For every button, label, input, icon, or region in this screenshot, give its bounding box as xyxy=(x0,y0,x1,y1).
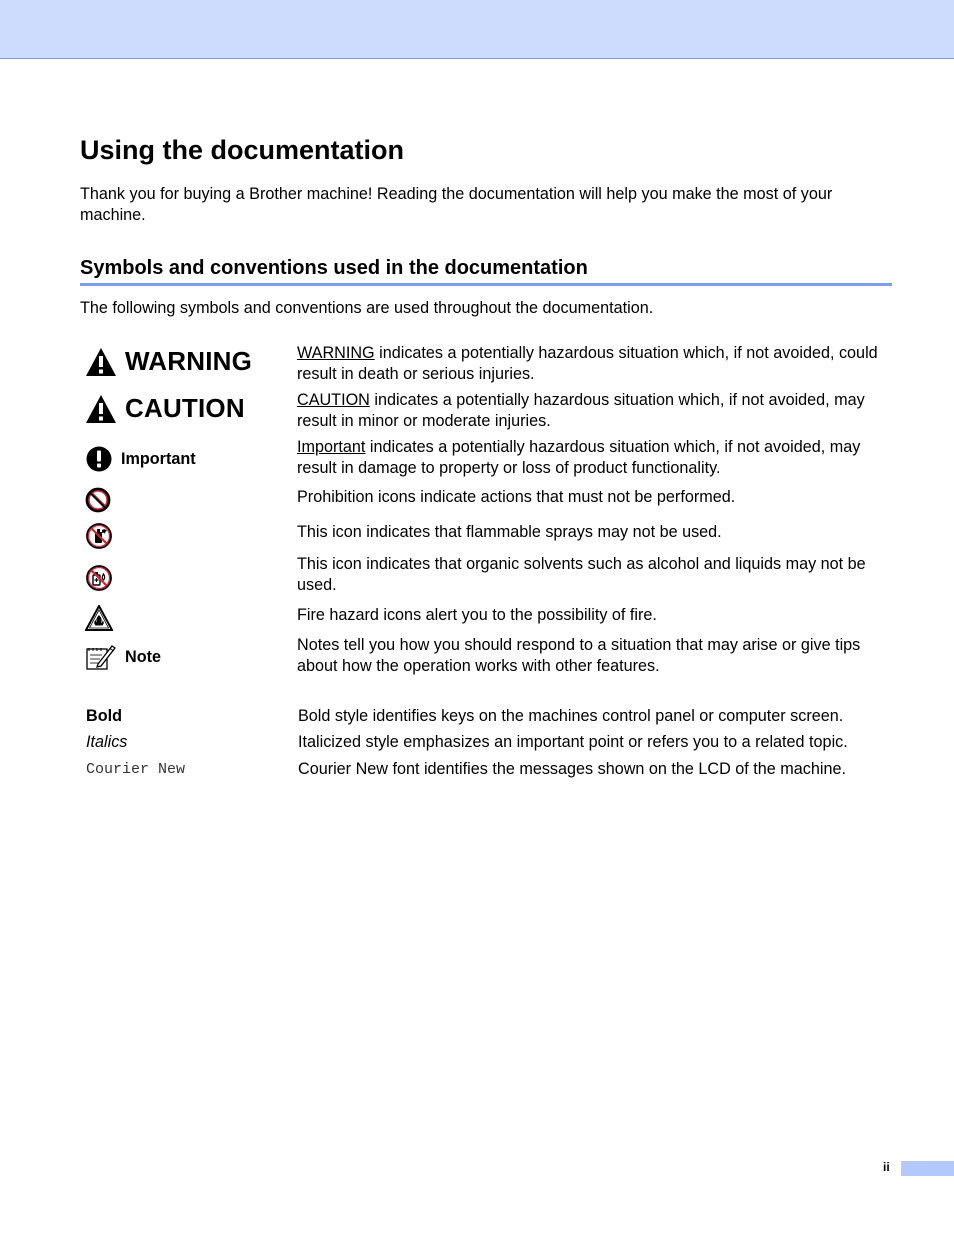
section-title: Symbols and conventions used in the documentation xyxy=(80,257,588,279)
section-divider xyxy=(80,283,892,286)
important-term: Important xyxy=(297,438,366,456)
important-symbol xyxy=(85,446,196,472)
warning-triangle-icon xyxy=(85,347,117,377)
page-title: Using the documentation xyxy=(80,135,404,165)
convention-term-bold: Bold xyxy=(86,707,122,725)
important-label: Important xyxy=(121,449,196,468)
no-flammable-spray-icon xyxy=(85,522,113,550)
no-spray-symbol xyxy=(85,522,113,550)
convention-term-courier: Courier New xyxy=(86,761,186,778)
convention-description-bold: Bold style identifies keys on the machines control panel or computer screen. xyxy=(298,707,844,725)
prohibition-symbol xyxy=(85,487,113,513)
warning-description xyxy=(297,343,893,384)
note-pencil-icon xyxy=(85,643,117,671)
fire-hazard-icon xyxy=(85,605,113,631)
note-description: Notes tell you how you should respond to a situation that may arise or give tips about how the operation works with other features. xyxy=(297,636,861,675)
important-description-text: indicates a potentially hazardous situation which, if not avoided, may result in damage to property or loss of product functionality. xyxy=(297,438,861,477)
note-symbol xyxy=(85,643,161,671)
no-solvent-symbol xyxy=(85,564,113,592)
warning-description-text: indicates a potentially hazardous situation which, if not avoided, could result in death or serious injuries. xyxy=(297,344,878,383)
caution-symbol xyxy=(85,393,245,424)
important-description xyxy=(297,437,893,478)
prohibition-description: Prohibition icons indicate actions that must not be performed. xyxy=(297,488,736,506)
warning-symbol xyxy=(85,346,252,377)
page-number-tab xyxy=(901,1161,954,1176)
page-header-band xyxy=(0,0,954,59)
convention-description-italics: Italicized style emphasizes an important point or refers you to a related topic. xyxy=(298,733,848,751)
no-solvent-description: This icon indicates that organic solvents such as alcohol and liquids may not be used. xyxy=(297,555,866,594)
no-spray-description: This icon indicates that flammable sprays may not be used. xyxy=(297,523,722,541)
no-organic-solvent-icon xyxy=(85,564,113,592)
warning-label: WARNING xyxy=(125,346,253,376)
caution-description xyxy=(297,390,893,431)
convention-term-italics: Italics xyxy=(86,733,128,751)
caution-label: CAUTION xyxy=(125,393,245,423)
warning-term: WARNING xyxy=(297,344,375,362)
section-lead-paragraph: The following symbols and conventions are used throughout the documentation. xyxy=(80,299,654,317)
prohibition-icon xyxy=(85,487,113,513)
caution-description-text: indicates a potentially hazardous situation which, if not avoided, may result in minor or moderate injuries. xyxy=(297,391,865,430)
caution-term: CAUTION xyxy=(297,391,370,409)
caution-triangle-icon xyxy=(85,394,117,424)
fire-hazard-symbol xyxy=(85,605,113,631)
intro-paragraph: Thank you for buying a Brother machine! Reading the documentation will help you make the most of your machine. xyxy=(80,185,833,224)
fire-hazard-description: Fire hazard icons alert you to the possibility of fire. xyxy=(297,606,657,624)
page-number: ii xyxy=(883,1160,890,1174)
note-label: Note xyxy=(125,647,161,666)
convention-description-courier: Courier New font identifies the messages shown on the LCD of the machine. xyxy=(298,760,846,778)
important-exclamation-icon xyxy=(85,446,113,472)
